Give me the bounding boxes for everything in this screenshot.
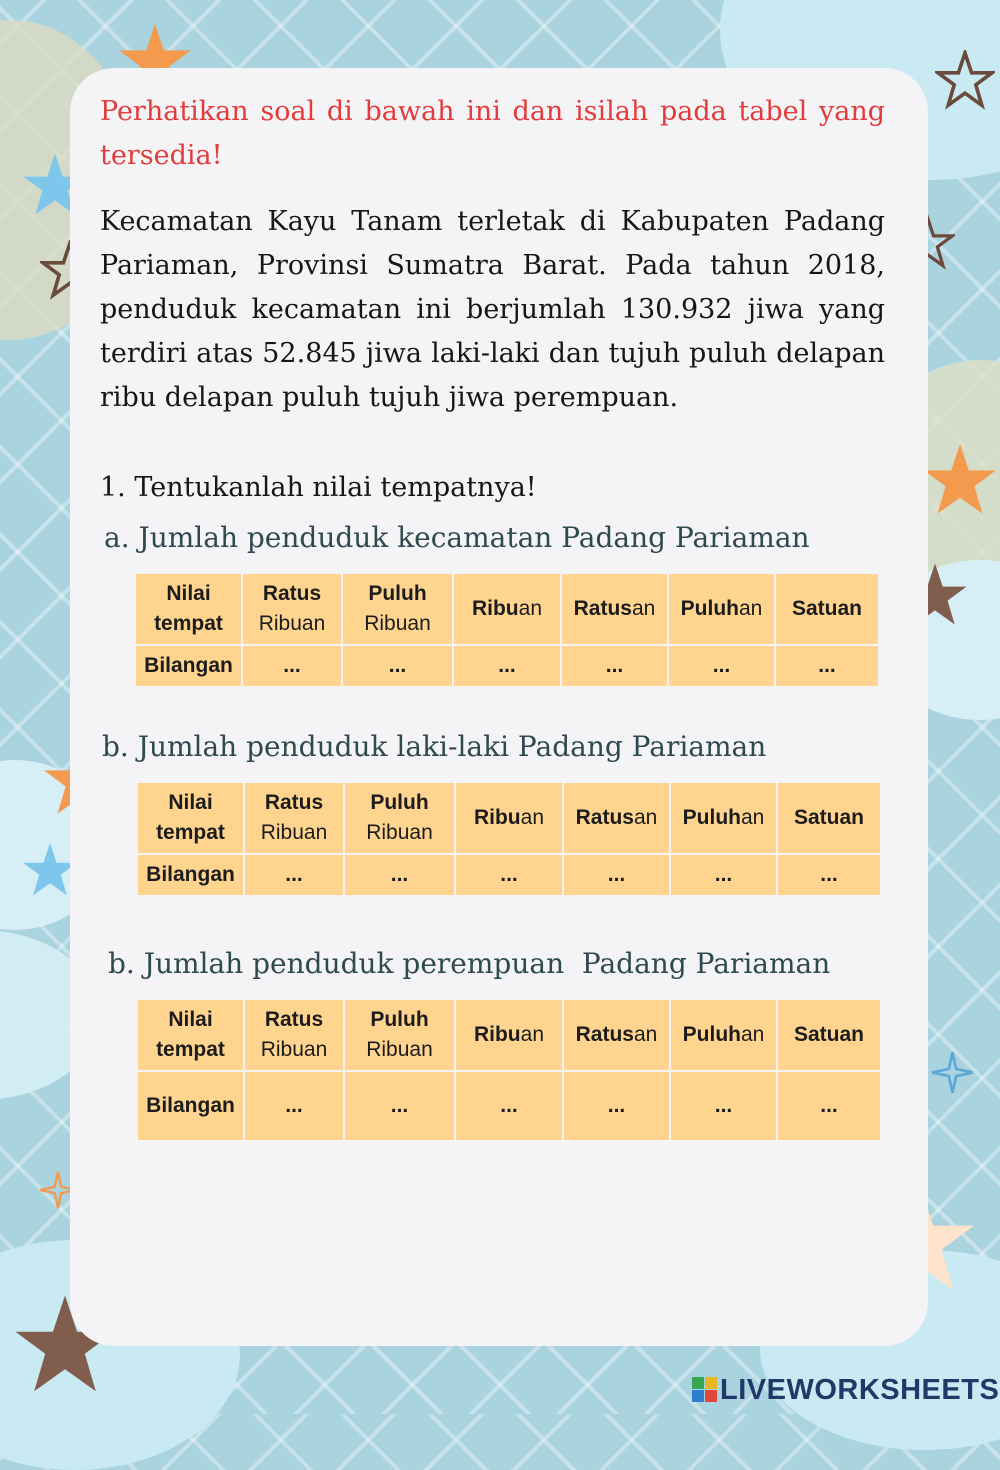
answer-cell-ribuan[interactable]: ... <box>455 1071 563 1141</box>
answer-cell-satuan[interactable]: ... <box>775 645 879 687</box>
col-satuan: Satuan <box>777 999 881 1071</box>
answer-cell-puluh-ribuan[interactable]: ... <box>344 1071 455 1141</box>
answer-cell-ratus-ribuan[interactable]: ... <box>242 645 342 687</box>
answer-cell-ribuan[interactable]: ... <box>455 854 563 896</box>
answer-cell-puluhan[interactable]: ... <box>668 645 775 687</box>
col-ribuan: Ribuan <box>455 782 563 854</box>
star-outline-icon <box>935 50 995 110</box>
section-title-total: a. Jumlah penduduk kecamatan Padang Pariaman <box>104 521 810 554</box>
col-ribuan: Ribuan <box>455 999 563 1071</box>
row-header-nilai-tempat: Nilai tempat <box>135 573 242 645</box>
answer-cell-satuan[interactable]: ... <box>777 854 881 896</box>
liveworksheets-logo <box>692 1373 999 1407</box>
place-value-table-total <box>134 572 880 688</box>
section-title-male: b. Jumlah penduduk laki-laki Padang Pariaman <box>102 730 767 763</box>
answer-cell-puluh-ribuan[interactable]: ... <box>344 854 455 896</box>
star-decoration-icon <box>920 440 1000 520</box>
col-satuan: Satuan <box>777 782 881 854</box>
story-paragraph: Kecamatan Kayu Tanam terletak di Kabupaten Padang Pariaman, Provinsi Sumatra Barat. Pada tahun 2018, penduduk kecamatan ini berjumlah 130.932 jiwa yang terdiri atas 52.845 jiwa laki-laki dan tujuh puluh delapan ribu delapan puluh tujuh jiwa perempuan. <box>100 206 885 413</box>
answer-row <box>137 1071 881 1141</box>
answer-cell-ratusan[interactable]: ... <box>561 645 668 687</box>
answer-cell-satuan[interactable]: ... <box>777 1071 881 1141</box>
col-puluhan: Puluhan <box>668 573 775 645</box>
answer-cell-ribuan[interactable]: ... <box>453 645 561 687</box>
col-puluh-ribuan: Puluh Ribuan <box>344 999 455 1071</box>
instruction-text: Perhatikan soal di bawah ini dan isilah pada tabel yang tersedia! <box>100 96 885 171</box>
sparkle-decoration-icon <box>930 1050 975 1095</box>
row-header-nilai-tempat: Nilai tempat <box>137 999 244 1071</box>
row-header-bilangan: Bilangan <box>137 854 244 896</box>
header-row <box>137 999 881 1071</box>
col-ratus-ribuan: Ratus Ribuan <box>242 573 342 645</box>
section-title-female: b. Jumlah penduduk perempuan Padang Pariaman <box>108 947 831 980</box>
header-row <box>135 573 879 645</box>
question-heading: 1. Tentukanlah nilai tempatnya! <box>100 472 537 503</box>
header-row <box>137 782 881 854</box>
liveworksheets-mark-icon <box>692 1377 718 1403</box>
col-satuan: Satuan <box>775 573 879 645</box>
row-header-bilangan: Bilangan <box>135 645 242 687</box>
col-puluh-ribuan: Puluh Ribuan <box>342 573 453 645</box>
col-ribuan: Ribuan <box>453 573 561 645</box>
col-ratusan: Ratusan <box>563 999 670 1071</box>
col-puluhan: Puluhan <box>670 782 777 854</box>
col-ratus-ribuan: Ratus Ribuan <box>244 782 344 854</box>
answer-cell-ratus-ribuan[interactable]: ... <box>244 854 344 896</box>
col-puluhan: Puluhan <box>670 999 777 1071</box>
answer-cell-ratusan[interactable]: ... <box>563 1071 670 1141</box>
answer-cell-ratus-ribuan[interactable]: ... <box>244 1071 344 1141</box>
answer-cell-puluhan[interactable]: ... <box>670 854 777 896</box>
answer-cell-puluhan[interactable]: ... <box>670 1071 777 1141</box>
col-ratusan: Ratusan <box>561 573 668 645</box>
row-header-nilai-tempat: Nilai tempat <box>137 782 244 854</box>
place-value-table-male <box>136 781 882 897</box>
place-value-table-female <box>136 998 882 1142</box>
answer-row <box>135 645 879 687</box>
col-ratus-ribuan: Ratus Ribuan <box>244 999 344 1071</box>
liveworksheets-wordmark: LIVEWORKSHEETS <box>720 1373 1000 1406</box>
answer-row <box>137 854 881 896</box>
answer-cell-ratusan[interactable]: ... <box>563 854 670 896</box>
col-puluh-ribuan: Puluh Ribuan <box>344 782 455 854</box>
col-ratusan: Ratusan <box>563 782 670 854</box>
row-header-bilangan: Bilangan <box>137 1071 244 1141</box>
answer-cell-puluh-ribuan[interactable]: ... <box>342 645 453 687</box>
